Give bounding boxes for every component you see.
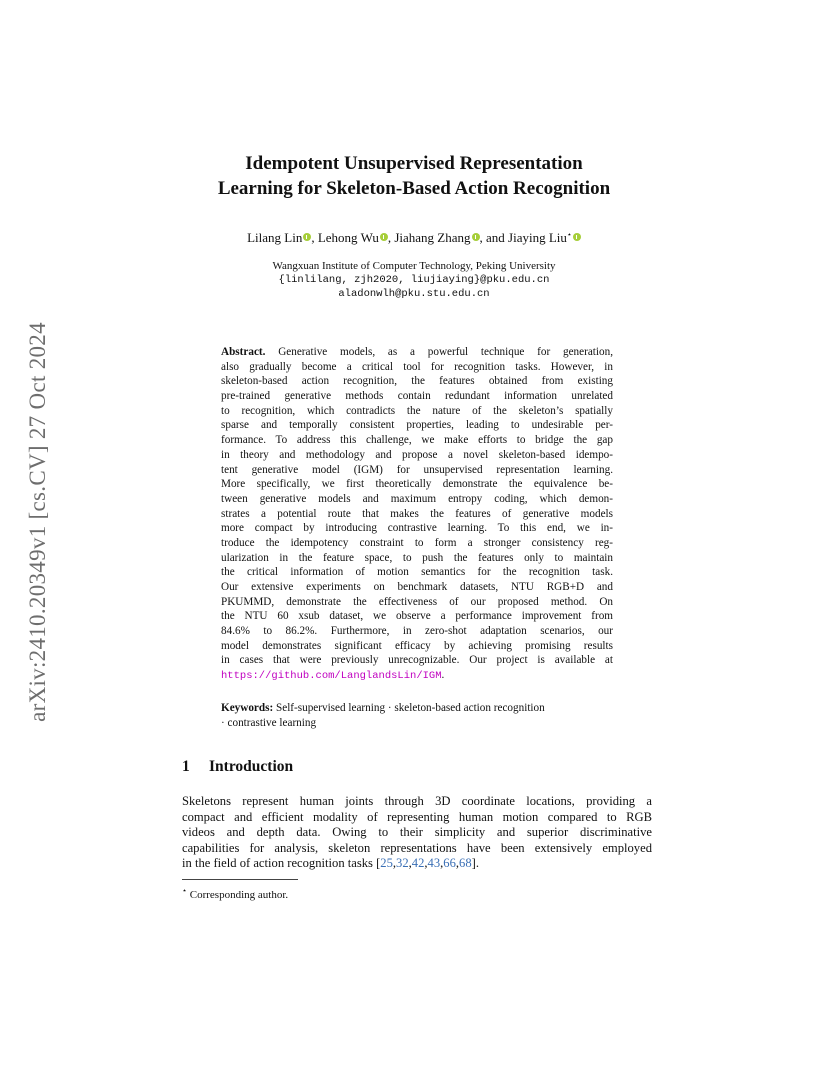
body-line: videos and depth data. Owing to their simplicity and superior discriminative	[182, 825, 652, 839]
footnote-rule	[182, 879, 298, 880]
abstract-line: pre-trained generative methods contain redundant information unrelated	[221, 390, 613, 403]
affiliation-block	[170, 259, 658, 301]
arxiv-identifier: arXiv:2410.20349v1 [cs.CV] 27 Oct 2024	[25, 322, 50, 722]
citation-link[interactable]: 68	[459, 856, 472, 870]
abstract-line: to recognition, which contradicts the nature of the skeleton’s spatially	[221, 404, 613, 417]
footnote-text: Corresponding author.	[187, 889, 289, 901]
abstract-line: More specifically, we first theoretically demonstrate the equivalence be-	[221, 478, 613, 491]
title-line-1: Idempotent Unsupervised Representation	[245, 153, 583, 174]
arxiv-side-label	[18, 286, 58, 758]
author-name: Jiahang Zhang	[394, 230, 471, 245]
abstract-line: also gradually become a critical tool for recognition tasks. However, in	[221, 360, 613, 373]
author-name: Lilang Lin	[247, 230, 303, 245]
body-text: ].	[471, 856, 479, 870]
author-list	[170, 230, 658, 246]
orcid-icon[interactable]	[573, 233, 581, 241]
institute-name: Wangxuan Institute of Computer Technology, Peking University	[272, 260, 556, 272]
abstract-line: skeleton-based action recognition, the features obtained from existing	[221, 375, 613, 388]
abstract-line: in theory and methodology and propose a novel skeleton-based idempo-	[221, 448, 613, 461]
abstract	[221, 345, 613, 683]
author-name: Lehong Wu	[317, 230, 379, 245]
footnote-mark: ⋆	[182, 886, 188, 895]
abstract-line: Generative models, as a powerful technique for generation,	[265, 346, 613, 358]
author-separator: ,	[387, 230, 395, 245]
citation-link[interactable]: 42	[411, 856, 425, 870]
abstract-label: Abstract.	[221, 346, 266, 358]
citation-link[interactable]: 25	[380, 856, 393, 870]
body-text: in the field of action recognition tasks [	[182, 856, 381, 870]
section-heading	[182, 758, 293, 776]
abstract-line: tween generative models and maximum entropy coding, which demon-	[221, 492, 613, 505]
abstract-line: model demonstrates significant efficacy by achieving promising results	[221, 639, 613, 652]
author-separator: ,	[311, 230, 318, 245]
email-line: aladonwlh@pku.stu.edu.cn	[338, 288, 490, 300]
abstract-line: sparse and temporally consistent properties, leading to undesirable per-	[221, 419, 613, 432]
body-line: compact and efficient modality of representing human motion compared to RGB	[182, 809, 652, 824]
corresponding-mark: ⋆	[566, 230, 572, 239]
citation-link[interactable]: 32	[396, 856, 409, 870]
paper-title	[170, 151, 658, 201]
abstract-end: .	[441, 669, 445, 682]
abstract-line: ularization in the feature space, to push the features only to maintain	[221, 551, 613, 564]
project-link[interactable]: https://github.com/LanglandsLin/IGM	[221, 670, 442, 683]
citation-link[interactable]: 43	[427, 856, 441, 870]
keywords-text: Self-supervised learning · skeleton-based action recognition	[273, 702, 545, 714]
abstract-line: more compact by introducing contrastive learning. To this end, we in-	[221, 522, 613, 535]
orcid-icon[interactable]	[380, 233, 388, 241]
citation-link[interactable]: 66	[443, 856, 456, 870]
email-line: {linlilang, zjh2020, liujiaying}@pku.edu.cn	[278, 274, 550, 286]
orcid-icon[interactable]	[472, 233, 480, 241]
keywords-text: · contrastive learning	[221, 716, 317, 729]
keywords	[221, 701, 613, 730]
author-name: Jiaying Liu	[508, 230, 567, 245]
abstract-line: in cases that were previously unrecognizable. Our project is available at	[221, 654, 613, 667]
footnote	[182, 886, 288, 901]
title-line-2: Learning for Skeleton-Based Action Recognition	[217, 178, 611, 199]
intro-paragraph	[182, 794, 652, 872]
abstract-line: 84.6% to 86.2%. Furthermore, in zero-shot adaptation scenarios, our	[221, 625, 613, 638]
abstract-line: strates a potential route that makes the features of generative models	[221, 507, 613, 520]
abstract-line: formance. To address this challenge, we make efforts to bridge the gap	[221, 434, 613, 447]
author-separator: , and	[479, 230, 509, 245]
body-line: Skeletons represent human joints through 3D coordinate locations, providing a	[182, 794, 652, 808]
keywords-label: Keywords:	[221, 702, 274, 714]
body-line: capabilities for analysis, skeleton representations have been extensively employed	[182, 840, 652, 855]
abstract-line: tent generative model (IGM) for unsupervised representation learning.	[221, 463, 613, 476]
body-line: in the field of action recognition tasks [25,32,42,43,66,68].	[182, 856, 479, 870]
abstract-line: the NTU 60 xsub dataset, we observe a performance improvement from	[221, 610, 613, 623]
abstract-line: PKUMMD, demonstrate the effectiveness of our proposed method. On	[221, 595, 613, 608]
abstract-line: Our extensive experiments on benchmark datasets, NTU RGB+D and	[221, 581, 613, 593]
abstract-line: troduce the idempotency constraint to form a stronger consistency reg-	[221, 536, 613, 549]
section-title: Introduction	[209, 758, 294, 775]
section-number: 1	[182, 758, 190, 775]
abstract-line: the critical information of motion semantics for the recognition task.	[221, 566, 613, 579]
